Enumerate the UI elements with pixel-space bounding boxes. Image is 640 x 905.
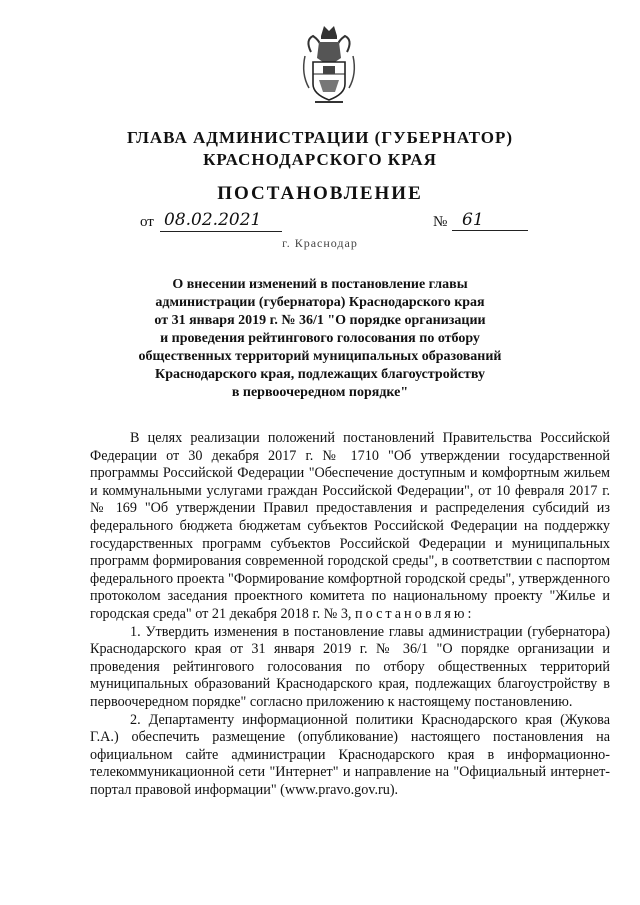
title-line: администрации (губернатора) Краснодарского края — [155, 295, 485, 310]
document-number: 61 — [452, 210, 528, 231]
title-line: и проведения рейтингового голосования по отбору — [160, 331, 480, 346]
title-line: общественных территорий муниципальных образований — [138, 349, 502, 364]
date-number-row — [0, 210, 640, 236]
document-type: ПОСТАНОВЛЕНИЕ — [217, 183, 423, 204]
coat-of-arms-icon — [299, 22, 359, 106]
document-date: 08.02.2021 — [160, 210, 282, 232]
number-prefix: № — [433, 214, 448, 230]
date-prefix: от — [140, 214, 154, 230]
title-line: О внесении изменений в постановление главы — [172, 277, 468, 292]
authority-title-line2: КРАСНОДАРСКОГО КРАЯ — [203, 150, 437, 169]
authority-title-line1: ГЛАВА АДМИНИСТРАЦИИ (ГУБЕРНАТОР) — [126, 128, 513, 147]
item-1-paragraph: 1. Утвердить изменения в постановление главы администрации (губернатора) Краснодарского края от 31 января 2019 г. № 36/1 "О порядке организации и проведения рейтингового голосования по отбору общественных территорий муниципальных образований Краснодарского края, подлежащих благоустройству в первоочередном порядке" согласно приложению к настоящему постановлению. — [90, 623, 610, 710]
document-body — [90, 430, 610, 799]
title-line: в первоочередном порядке" — [231, 385, 409, 400]
document-title — [90, 276, 550, 402]
item-2-paragraph: 2. Департаменту информационной политики Краснодарского края (Жукова Г.А.) обеспечить размещение (опубликование) настоящего постановления на официальном сайте администрации Краснодарского края в информационно-телекоммуникационной сети "Интернет" и направление на "Официальный интернет-портал правовой информации" (www.pravo.gov.ru). — [90, 711, 610, 798]
preamble-text: В целях реализации положений постановлений Правительства Российской Федерации от 30 декабря 2017 г. № 1710 "Об утверждении государственной программы Российской Федерации "Обеспечение доступным и комфортным жильем и коммунальными услугами граждан Российской Федерации", от 10 февраля 2017 г. № 169 "Об утверждении Правил предоставления и распределения субсидий из федерального бюджета бюджетам субъектов Российской Федерации на поддержку государственных программ субъектов Российской Федерации и муниципальных программ формирования современной городской среды", в соответствии с паспортом федерального проекта "Формирование комфортной городской среды", утвержденного протоколом заседания проектного комитета по национальному проекту "Жилье и городская среда" от 21 декабря 2018 г. № 3, — [90, 430, 610, 622]
preamble-paragraph — [90, 430, 610, 624]
decree-word: постановляю: — [355, 605, 475, 622]
city-label: г. Краснодар — [282, 236, 358, 250]
title-line: Краснодарского края, подлежащих благоустройству — [155, 367, 485, 382]
title-line: от 31 января 2019 г. № 36/1 "О порядке организации — [154, 313, 486, 328]
coat-of-arms-emblem — [299, 22, 359, 106]
